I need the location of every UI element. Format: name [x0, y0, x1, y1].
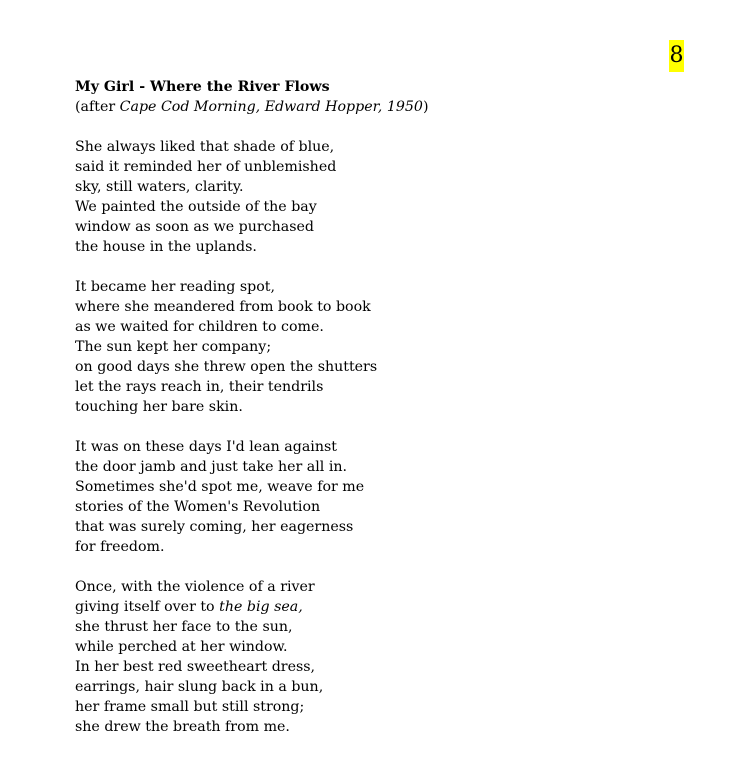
poem-line: touching her bare skin.: [75, 399, 243, 415]
poem-line: where she meandered from book to book: [75, 299, 371, 315]
poem-line: let the rays reach in, their tendrils: [75, 379, 324, 395]
poem-line: It became her reading spot,: [75, 279, 275, 295]
poem-line: She always liked that shade of blue,: [75, 139, 335, 155]
poem-line: [75, 597, 428, 617]
poem-line: the house in the uplands.: [75, 239, 257, 255]
subtitle-prefix: (after: [75, 99, 120, 115]
subtitle-suffix: ): [422, 99, 429, 115]
line-italic-phrase: the big sea,: [219, 599, 303, 615]
poem-line: said it reminded her of unblemished: [75, 159, 337, 175]
stanza-2: [75, 277, 428, 417]
poem-subtitle: [75, 97, 428, 117]
poem-title: My Girl - Where the River Flows: [75, 79, 330, 95]
poem-line: as we waited for children to come.: [75, 319, 324, 335]
poem-line: window as soon as we purchased: [75, 219, 314, 235]
stanza-4: [75, 577, 428, 737]
subtitle-artwork: Cape Cod Morning, Edward Hopper, 1950: [119, 99, 423, 115]
poem-line: We painted the outside of the bay: [75, 199, 317, 215]
poem-line: the door jamb and just take her all in.: [75, 459, 348, 475]
line-text: giving itself over to: [75, 599, 220, 615]
stanza-3: [75, 437, 428, 557]
page-number: 8: [669, 40, 684, 72]
stanza-1: [75, 137, 428, 257]
poem-line: sky, still waters, clarity.: [75, 179, 244, 195]
poem-line: Sometimes she'd spot me, weave for me: [75, 479, 365, 495]
poem-line: It was on these days I'd lean against: [75, 439, 337, 455]
poem-line: The sun kept her company;: [75, 339, 272, 355]
poem-line: stories of the Women's Revolution: [75, 499, 321, 515]
poem-line: her frame small but still strong;: [75, 699, 305, 715]
poem-line: she drew the breath from me.: [75, 719, 290, 735]
poem: [75, 77, 428, 737]
poem-line: earrings, hair slung back in a bun,: [75, 679, 324, 695]
poem-line: that was surely coming, her eagerness: [75, 519, 354, 535]
poem-line: for freedom.: [75, 539, 165, 555]
poem-line: while perched at her window.: [75, 639, 288, 655]
poem-line: she thrust her face to the sun,: [75, 619, 293, 635]
poem-line: Once, with the violence of a river: [75, 579, 315, 595]
poem-line: on good days she threw open the shutters: [75, 359, 378, 375]
poem-line: In her best red sweetheart dress,: [75, 659, 316, 675]
